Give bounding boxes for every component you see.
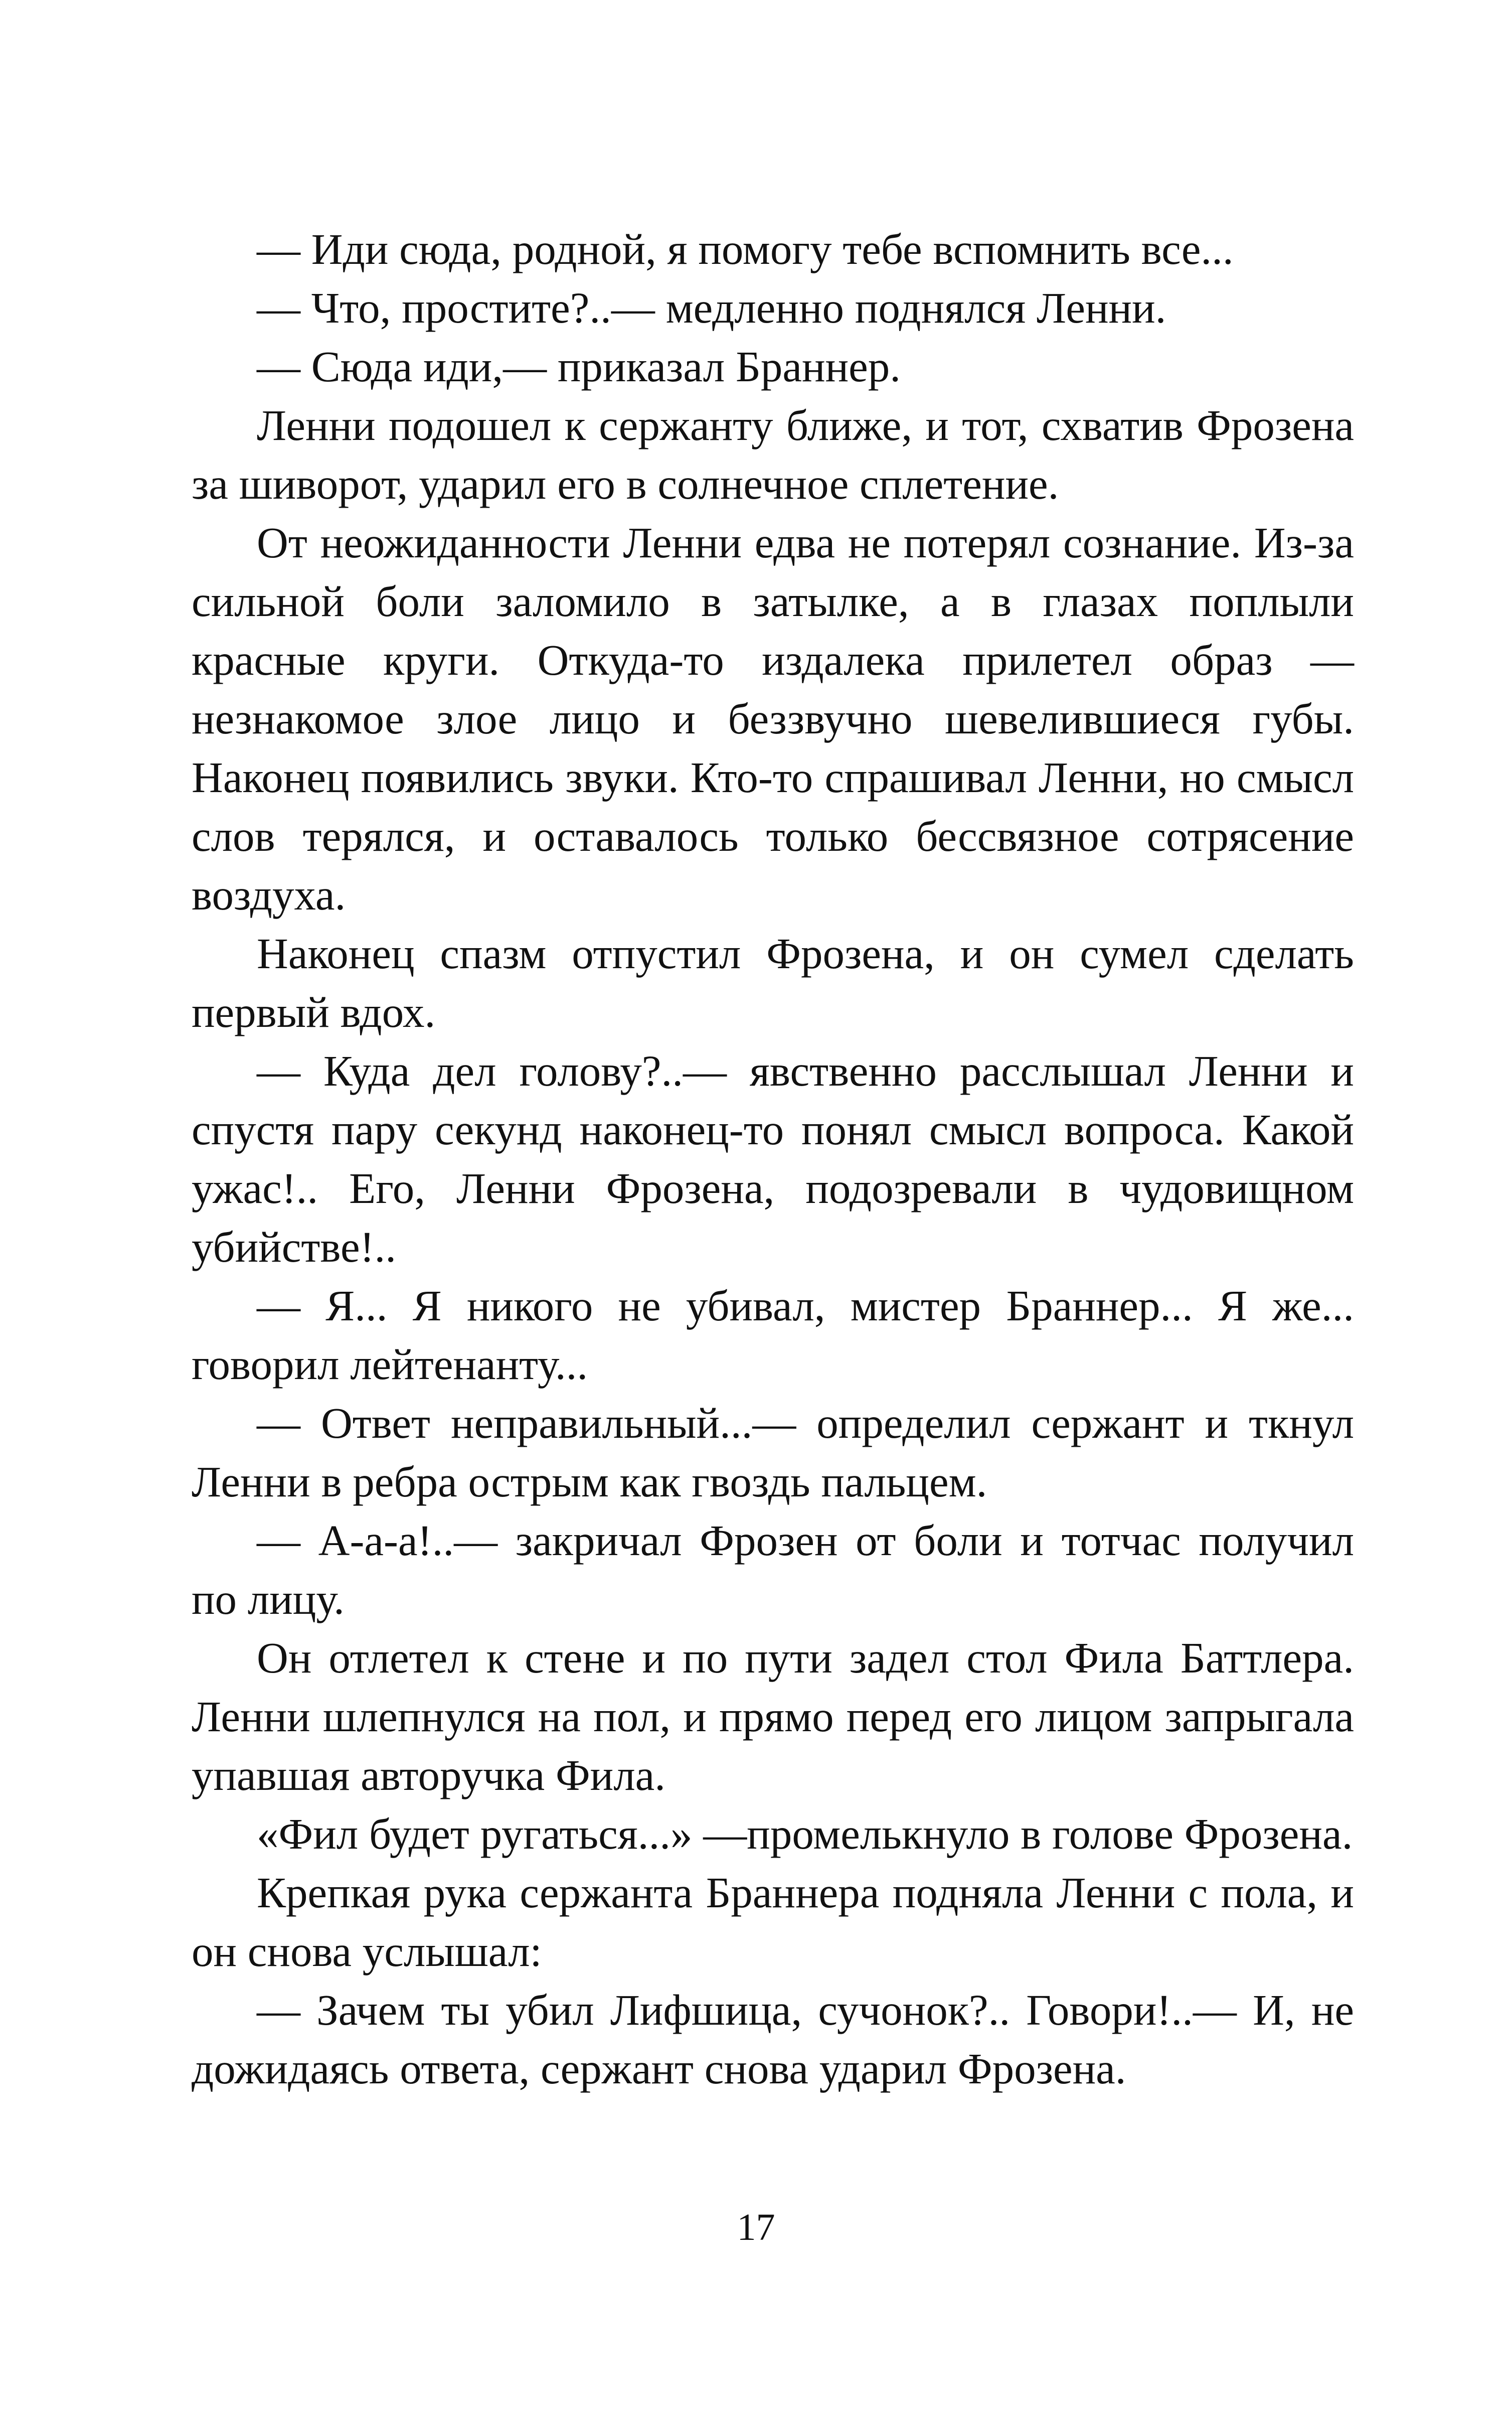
paragraph: «Фил будет ругаться...» —промелькнуло в голове Фрозена. xyxy=(257,1809,1353,1858)
paragraph: Наконец спазм отпустил Фрозена, и он сумел сделать первый вдох. xyxy=(192,929,1354,1036)
body-text xyxy=(192,220,1354,2098)
page-number: 17 xyxy=(737,2206,775,2248)
paragraph: Он отлетел к стене и по пути задел стол Фила Баттлера. Ленни шлепнулся на пол, и прямо перед его лицом запрыгала упавшая авторучка Фила. xyxy=(192,1633,1354,1799)
paragraph: От неожиданности Ленни едва не потерял сознание. Из-за сильной боли заломило в затылке, а в глазах поплыли красные круги. Откуда-то издалека прилетел образ — незнакомое злое лицо и беззвучно шевелившиеся губы. Наконец появились звуки. Кто-то спрашивал Ленни, но смысл слов терялся, и оставалось только бессвязное сотрясение воздуха. xyxy=(192,518,1354,919)
paragraph: — Что, простите?..— медленно поднялся Ленни. xyxy=(257,283,1166,332)
paragraph: Ленни подошел к сержанту ближе, и тот, схватив Фрозена за шиворот, ударил его в солнечное сплетение. xyxy=(192,401,1354,508)
paragraph: — Сюда иди,— приказал Браннер. xyxy=(257,342,901,391)
paragraph: — Зачем ты убил Лифшица, сучонок?.. Говори!..— И, не дожидаясь ответа, сержант снова ударил Фрозена. xyxy=(192,1986,1354,2093)
paragraph: Крепкая рука сержанта Браннера подняла Ленни с пола, и он снова услышал: xyxy=(192,1868,1354,1976)
paragraph: — А-а-а!..— закричал Фрозен от боли и тотчас получил по лицу. xyxy=(192,1516,1354,1623)
paragraph: — Ответ неправильный...— определил сержант и ткнул Ленни в ребра острым как гвоздь пальцем. xyxy=(192,1399,1354,1506)
paragraph: — Куда дел голову?..— явственно расслышал Ленни и спустя пару секунд наконец-то понял смысл вопроса. Какой ужас!.. Его, Ленни Фрозена, подозревали в чудовищном убийстве!.. xyxy=(192,1046,1354,1271)
paragraph: — Я... Я никого не убивал, мистер Браннер... Я же... говорил лейтенанту... xyxy=(192,1281,1354,1389)
paragraph: — Иди сюда, родной, я помогу тебе вспомнить все... xyxy=(257,225,1234,273)
